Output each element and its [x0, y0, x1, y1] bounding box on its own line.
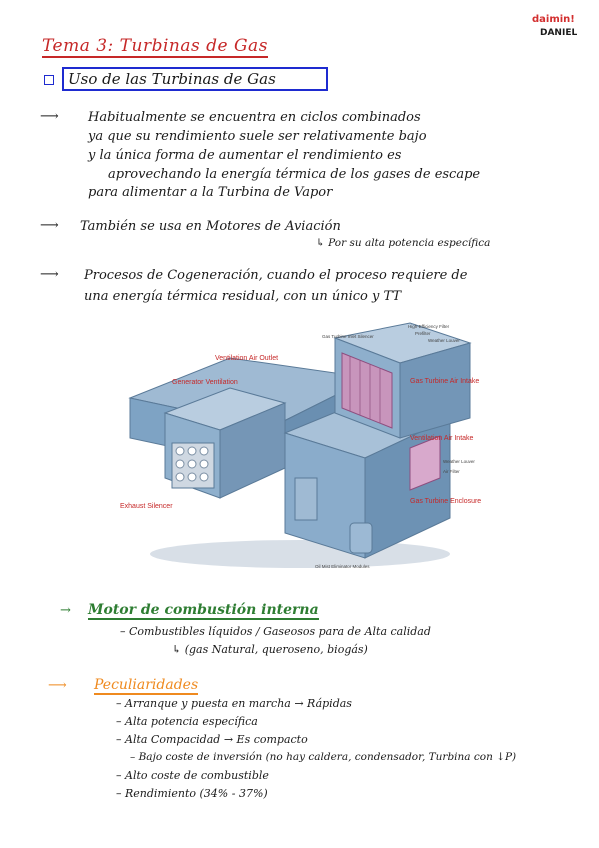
p1-line4: aprovechando la energía térmica de los gases de escape — [108, 167, 481, 182]
peculiar-item: – Arranque y puesta en marcha → Rápidas — [116, 697, 352, 710]
arrow-icon: ⟶ — [40, 218, 59, 233]
label-high-efficiency-filter: High-Efficiency Filter — [408, 324, 450, 329]
logo — [532, 14, 576, 44]
motor-line2: ↳ (gas Natural, queroseno, biogás) — [172, 643, 368, 656]
peculiar-item: – Alto coste de combustible — [116, 769, 269, 782]
p1-line2: ya que su rendimiento suele ser relativamente bajo — [88, 129, 427, 144]
checkbox-icon — [44, 75, 54, 85]
arrow-icon: → — [60, 603, 71, 618]
label-ventilation-air-intake: Ventilation Air Intake — [410, 435, 474, 442]
peculiar-item: – Alta Compacidad → Es compacto — [116, 733, 308, 746]
page-title: Tema 3: Turbinas de Gas — [42, 36, 268, 56]
label-weather-louver-top: Weather Louver — [428, 338, 460, 343]
p3-line2: una energía térmica residual, con un único y TT — [84, 289, 402, 304]
label-exhaust-silencer: Exhaust Silencer — [120, 503, 173, 510]
p1-line1: Habitualmente se encuentra en ciclos combinados — [88, 110, 421, 125]
shadow-shape — [150, 540, 450, 568]
section-heading: Uso de las Turbinas de Gas — [68, 70, 276, 88]
label-air-filter: Air Filter — [443, 469, 460, 474]
p1-line5: para alimentar a la Turbina de Vapor — [88, 185, 333, 200]
arrow-icon: ⟶ — [40, 267, 59, 282]
label-inlet-silencer: Gas Turbine Inlet Silencer — [322, 334, 374, 339]
logo-text: daimin! — [532, 14, 575, 25]
peculiar-item: – Alta potencia específica — [116, 715, 258, 728]
gas-turbine-diagram — [110, 318, 500, 580]
label-prefilter: Prefilter — [415, 331, 431, 336]
peculiar-heading: Peculiaridades — [94, 677, 199, 693]
label-ventilation-air-outlet: Ventilation Air Outlet — [215, 355, 279, 362]
arrow-icon: ⟶ — [40, 109, 59, 124]
label-gas-turbine-enclosure: Gas Turbine Enclosure — [410, 498, 482, 505]
label-gas-turbine-air-intake: Gas Turbine Air Intake — [410, 378, 480, 385]
motor-line1: – Combustibles líquidos / Gaseosos para de Alta calidad — [120, 625, 431, 638]
label-oil-mist: Oil Mist Eliminator Modules — [315, 564, 370, 569]
p2-line1: También se usa en Motores de Aviación — [80, 219, 341, 234]
p3-line1: Procesos de Cogeneración, cuando el proceso requiere de — [84, 268, 468, 283]
arrow-icon: ⟶ — [48, 678, 67, 693]
logo-subtext: DANIEL — [540, 28, 578, 38]
peculiar-item: – Rendimiento (34% - 37%) — [116, 787, 268, 800]
p1-line3: y la única forma de aumentar el rendimiento es — [88, 148, 402, 163]
label-generator-ventilation: Generator Ventilation — [172, 379, 238, 386]
label-weather-louver-bottom: Weather Louver — [443, 459, 475, 464]
motor-heading: Motor de combustión interna — [88, 602, 319, 618]
exhaust-silencer-grid — [172, 443, 214, 488]
oil-mist-module — [350, 523, 372, 553]
p2-line2: ↳ Por su alta potencia específica — [316, 237, 491, 249]
peculiar-item: – Bajo coste de inversión (no hay caldera, condensador, Turbina con ↓P) — [130, 751, 517, 763]
enclosure-door — [295, 478, 317, 520]
